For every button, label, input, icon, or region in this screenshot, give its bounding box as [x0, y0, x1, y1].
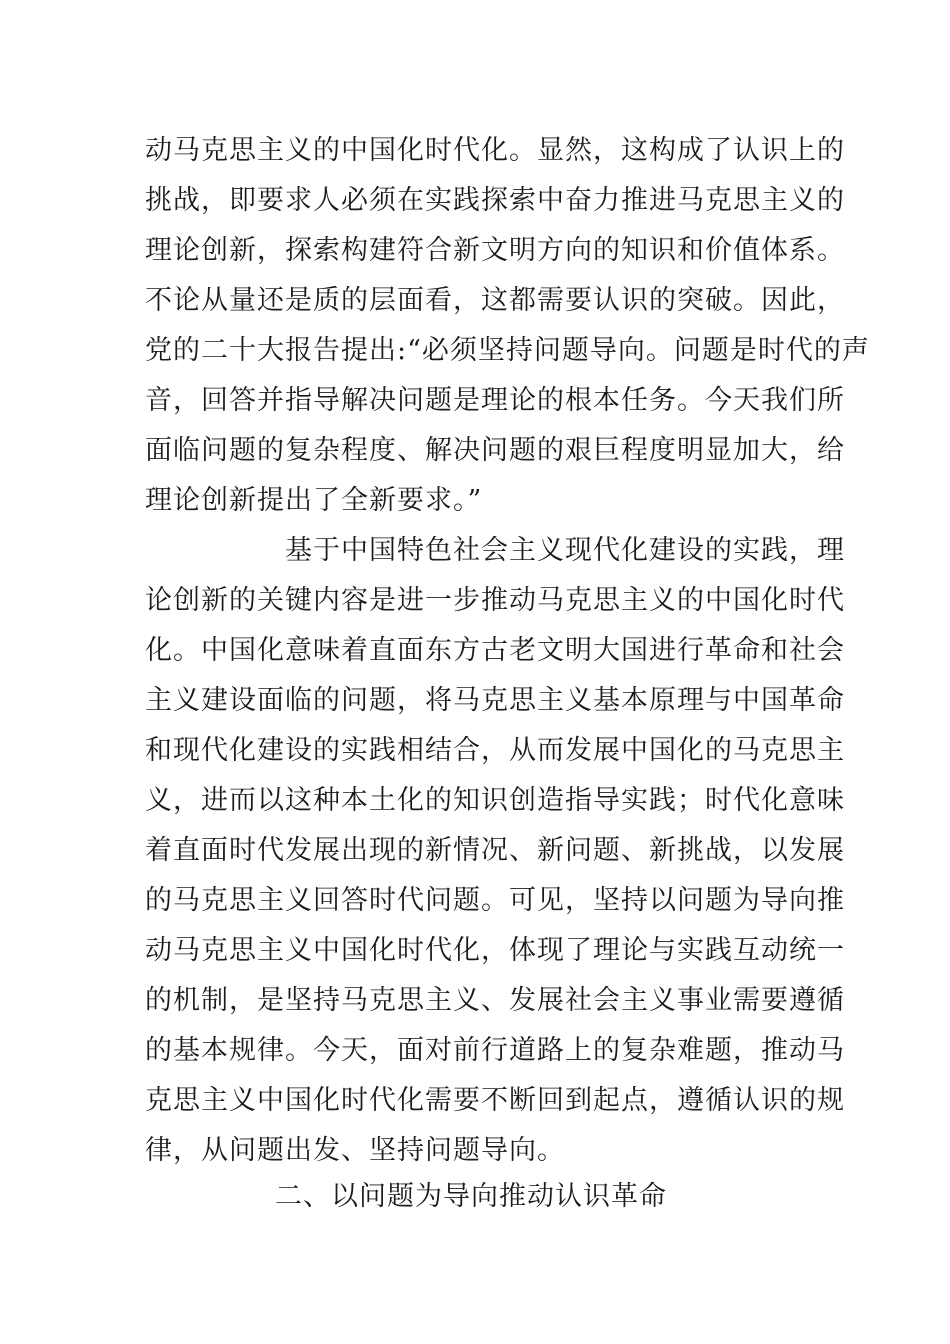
text-line: 化。中国化意味着直面东方古老文明大国进行革命和社会 [145, 635, 845, 666]
text-line: 理论创新，探索构建符合新文明方向的知识和价值体系。 [145, 235, 845, 266]
text-line: 理论创新提出了全新要求。” [145, 485, 483, 516]
text-line: 动马克思主义中国化时代化，体现了理论与实践互动统一 [145, 935, 845, 966]
text-line: 主义建设面临的问题，将马克思主义基本原理与中国革命 [145, 685, 845, 716]
text-line: 的马克思主义回答时代问题。可见，坚持以问题为导向推 [145, 885, 845, 916]
text-line: 的基本规律。今天，面对前行道路上的复杂难题，推动马 [145, 1035, 845, 1066]
text-line: 面临问题的复杂程度、解决问题的艰巨程度明显加大，给 [145, 435, 845, 466]
text-line: 动马克思主义的中国化时代化。显然，这构成了认识上的 [145, 135, 845, 166]
text-line: 音，回答并指导解决问题是理论的根本任务。今天我们所 [145, 385, 845, 416]
text-line: 的机制，是坚持马克思主义、发展社会主义事业需要遵循 [145, 985, 845, 1016]
text-line: 基于中国特色社会主义现代化建设的实践，理 [285, 535, 845, 566]
text-line: 和现代化建设的实践相结合，从而发展中国化的马克思主 [145, 735, 845, 766]
text-line: 党的二十大报告提出:“必须坚持问题导向。问题是时代的声 [145, 335, 870, 366]
section-heading: 二、以问题为导向推动认识革命 [275, 1181, 667, 1212]
text-line: 挑战，即要求人必须在实践探索中奋力推进马克思主义的 [145, 185, 845, 216]
text-line: 不论从量还是质的层面看，这都需要认识的突破。因此， [145, 285, 845, 316]
text-line: 律，从问题出发、坚持问题导向。 [145, 1135, 565, 1166]
text-line: 着直面时代发展出现的新情况、新问题、新挑战，以发展 [145, 835, 845, 866]
text-line: 克思主义中国化时代化需要不断回到起点，遵循认识的规 [145, 1085, 845, 1116]
text-line: 义，进而以这种本土化的知识创造指导实践；时代化意味 [145, 785, 845, 816]
text-line: 论创新的关键内容是进一步推动马克思主义的中国化时代 [145, 585, 845, 616]
